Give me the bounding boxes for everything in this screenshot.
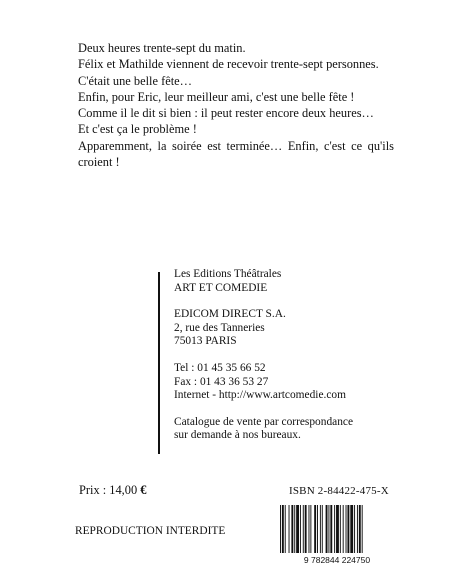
catalogue-note: Catalogue de vente par correspondance: [174, 415, 354, 428]
barcode-bar: [326, 505, 328, 553]
blurb-line: Apparemment, la soirée est terminée… Enfin, c'est ce qu'ils: [78, 138, 394, 153]
fax-number: Fax : 01 43 36 53 27: [174, 375, 269, 388]
barcode-bar: [309, 505, 310, 553]
barcode-bar: [330, 505, 332, 553]
back-cover-blurb: [78, 40, 394, 170]
publisher-info: [174, 268, 353, 443]
isbn-label: ISBN 2-84422-475-X: [289, 485, 389, 497]
blurb-line: C'était une belle fête…: [78, 73, 193, 88]
barcode-digits: 9 782844 224750: [303, 555, 371, 565]
barcode-bar: [336, 505, 339, 553]
barcode-bar: [362, 505, 363, 553]
barcode-bar: [282, 505, 284, 553]
phone-number: Tel : 01 45 35 66 52: [174, 361, 266, 374]
publisher-name: Les Editions Théâtrales: [174, 268, 282, 280]
reproduction-notice: REPRODUCTION INTERDITE: [75, 525, 226, 537]
barcode-bar: [350, 505, 353, 553]
barcode-bar: [347, 505, 349, 553]
barcode-bar: [359, 505, 361, 553]
barcode-bar: [291, 505, 293, 553]
publisher-imprint: ART ET COMEDIE: [174, 281, 268, 294]
barcode-bar: [346, 505, 347, 553]
barcode-bar: [296, 505, 299, 553]
barcode-bar: [303, 505, 304, 553]
blurb-line: Deux heures trente-sept du matin.: [78, 41, 246, 55]
blurb-line: Et c'est ça le problème !: [78, 122, 197, 137]
address-city: 75013 PARIS: [174, 335, 237, 348]
barcode-bar: [320, 505, 321, 553]
blurb-line: Comme il le dit si bien : il peut rester encore deux heures…: [78, 106, 374, 121]
barcode-bar: [357, 505, 358, 553]
barcode-bar: [317, 505, 318, 553]
barcode-bar: [280, 505, 281, 553]
barcode-icon: [272, 505, 402, 565]
website-text: Internet - http://www.artcomedie.com: [174, 389, 346, 402]
barcode-bar: [294, 505, 295, 553]
barcode-bar: [305, 505, 307, 553]
barcode-bar: [340, 505, 341, 553]
address-street: 2, rue des Tanneries: [174, 321, 265, 334]
barcode-bar: [354, 505, 355, 553]
barcode-bar: [328, 505, 329, 553]
barcode-bar: [343, 505, 344, 553]
blurb-line: Enfin, pour Eric, leur meilleur ami, c'est une belle fête !: [78, 89, 355, 104]
barcode-bar: [322, 505, 323, 553]
barcode-bar: [300, 505, 301, 553]
blurb-line: Félix et Mathilde viennent de recevoir trente-sept personnes.: [78, 57, 379, 72]
price-label: [79, 483, 146, 498]
catalogue-note: sur demande à nos bureaux.: [174, 429, 301, 442]
price-value: Prix : 14,00: [79, 483, 138, 497]
barcode-bar: [310, 505, 311, 553]
vertical-divider: [158, 272, 160, 454]
barcode-bar: [314, 505, 316, 553]
distributor-name: EDICOM DIRECT S.A.: [174, 308, 286, 321]
barcode-bar: [285, 505, 286, 553]
blurb-line: croient !: [78, 155, 120, 170]
euro-symbol: €: [140, 483, 147, 497]
barcode-bar: [289, 505, 290, 553]
barcode-bar: [334, 505, 335, 553]
